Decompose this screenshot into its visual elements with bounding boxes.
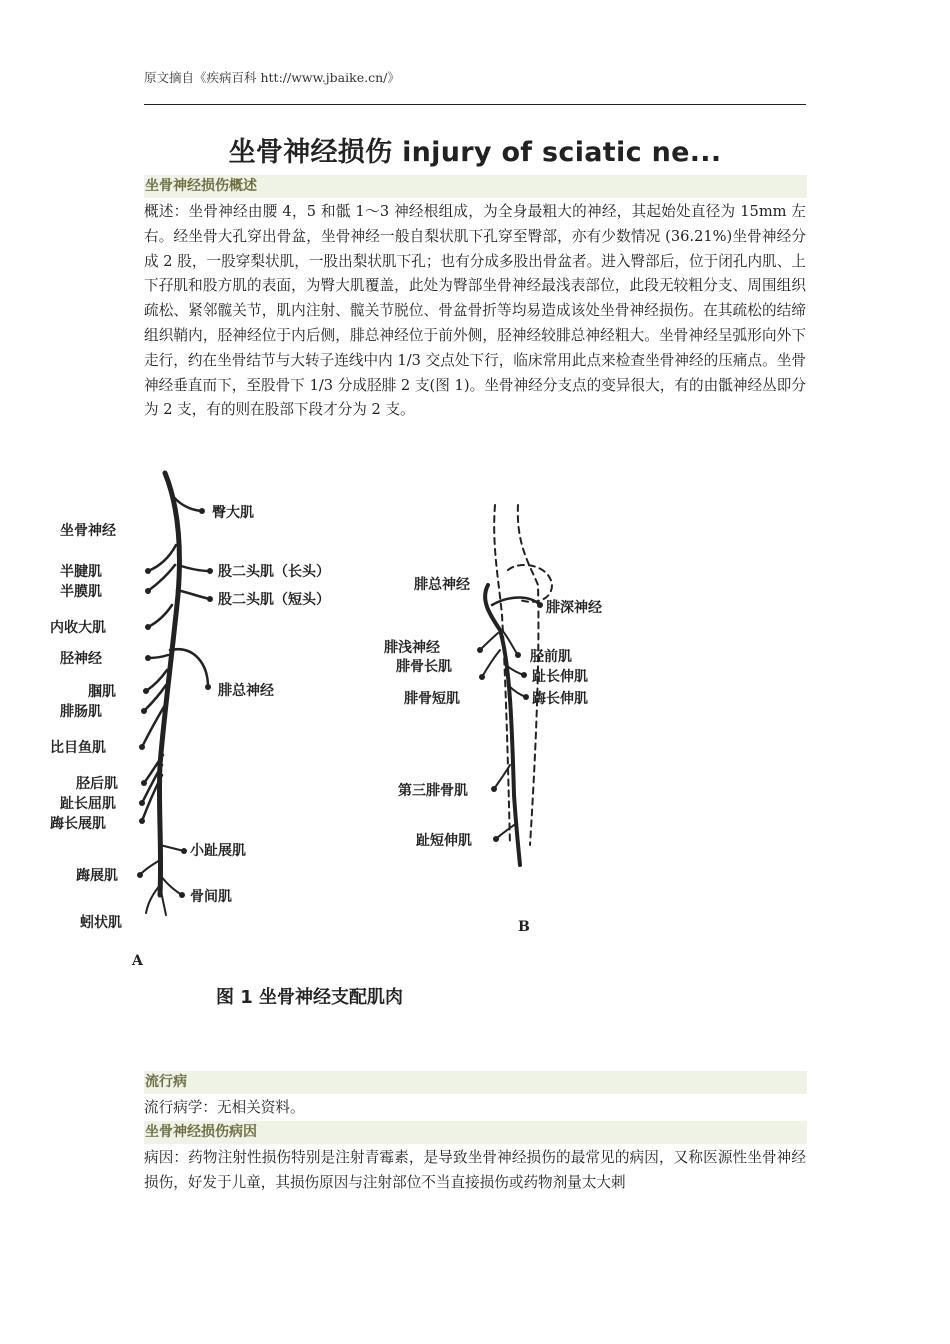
label-soleus: 比目鱼肌 [50,740,106,756]
section-body-cause: 病因：药物注射性损伤特别是注射青霉素，是导致坐骨神经损伤的最常见的病因，又称医源性坐骨神经损伤，好发于儿童，其损伤原因与注射部位不当直接损伤或药物剂量太大刺 [144,1149,806,1191]
label-semitendinosus: 半腱肌 [60,564,102,580]
label-fdl: 趾长屈肌 [60,796,116,812]
label-peroneus-longus: 腓骨长肌 [396,659,452,675]
panel-b-letter: B [518,919,530,935]
panel-a-letter: A [132,953,143,969]
section-body-overview: 概述：坐骨神经由腰 4，5 和骶 1～3 神经根组成，为全身最粗大的神经，其起始处直径为 15mm 左右。经坐骨大孔穿出骨盆，坐骨神经一般自梨状肌下孔穿至臀部，亦有少数情况 (36.21%)坐骨神经分成 2 股，一股穿梨状肌，一股出梨状肌下孔；也有分成多股出骨盆者。进入臀部后，位于闭孔内肌、上下孖肌和股方肌的表面，为臀大肌覆盖，此处为臀部坐骨神经最浅表部位，此段无较粗分支、周围组织疏松、紧邻髋关节，肌内注射、髋关节脱位、骨盆骨折等均易造成该处坐骨神经损伤。在其疏松的结缔组织鞘内，胫神经位于内后侧，腓总神经位于前外侧，胫神经较腓总神经粗大。坐骨神经呈弧形向外下走行，约在坐骨结节与大转子连线中内 1/3 交点处下行，临床常用此点来检查坐骨神经的压痛点。坐骨神经垂直而下，至股骨下 1/3 分成胫腓 2 支(图 1)。坐骨神经分支点的变异很大，有的由骶神经丛即分为 2 支，有的则在股部下段才分为 2 支。 [144,203,806,419]
label-gluteus: 臀大肌 [212,505,254,521]
label-popliteus: 腘肌 [88,684,116,700]
label-adm: 小趾展肌 [190,843,246,859]
label-peroneus-tertius: 第三腓骨肌 [398,783,468,799]
section-body-epidemiology: 流行病学：无相关资料。 [144,1099,305,1116]
section-heading-overview: 坐骨神经损伤概述 [144,175,807,198]
label-common-peroneal-a: 腓总神经 [218,683,274,699]
label-edl: 趾长伸肌 [532,669,588,685]
label-semimembranosus: 半膜肌 [60,584,102,600]
section-heading-cause: 坐骨神经损伤病因 [144,1121,807,1144]
sciatic-trunk [159,473,179,895]
header-divider [144,104,806,105]
label-biceps-short: 股二头肌（短头） [218,592,330,608]
label-gastrocnemius: 腓肠肌 [60,704,102,720]
figure-svg [40,465,680,1025]
section-heading-epidemiology: 流行病 [144,1071,807,1094]
label-deep-peroneal: 腓深神经 [546,600,602,616]
label-fhl: 踇长展肌 [50,816,106,832]
label-edb: 趾短伸肌 [416,833,472,849]
label-interossei: 骨间肌 [190,889,232,905]
label-tibialis-post: 胫后肌 [76,776,118,792]
label-biceps-long: 股二头肌（长头） [218,564,330,580]
figure-caption: 图 1 坐骨神经支配肌肉 [216,987,404,1008]
page-title: 坐骨神经损伤 injury of sciatic ne... [228,137,722,168]
label-lumbricals: 蚓状肌 [80,915,122,931]
label-adductor: 内收大肌 [50,620,106,636]
label-common-peroneal-b: 腓总神经 [414,577,470,593]
label-sciatic: 坐骨神经 [60,523,116,539]
label-ehl: 踇长伸肌 [532,691,588,707]
source-header: 原文摘自《疾病百科 htt://www.jbaike.cn/》 [144,70,400,85]
label-superficial-peroneal: 腓浅神经 [384,640,440,656]
label-peroneus-brevis: 腓骨短肌 [404,691,460,707]
figure-sciatic-nerve [40,465,680,1025]
label-tibial: 胫神经 [60,651,102,667]
label-tibialis-ant: 胫前肌 [530,649,572,665]
label-ah: 踇展肌 [76,868,118,884]
